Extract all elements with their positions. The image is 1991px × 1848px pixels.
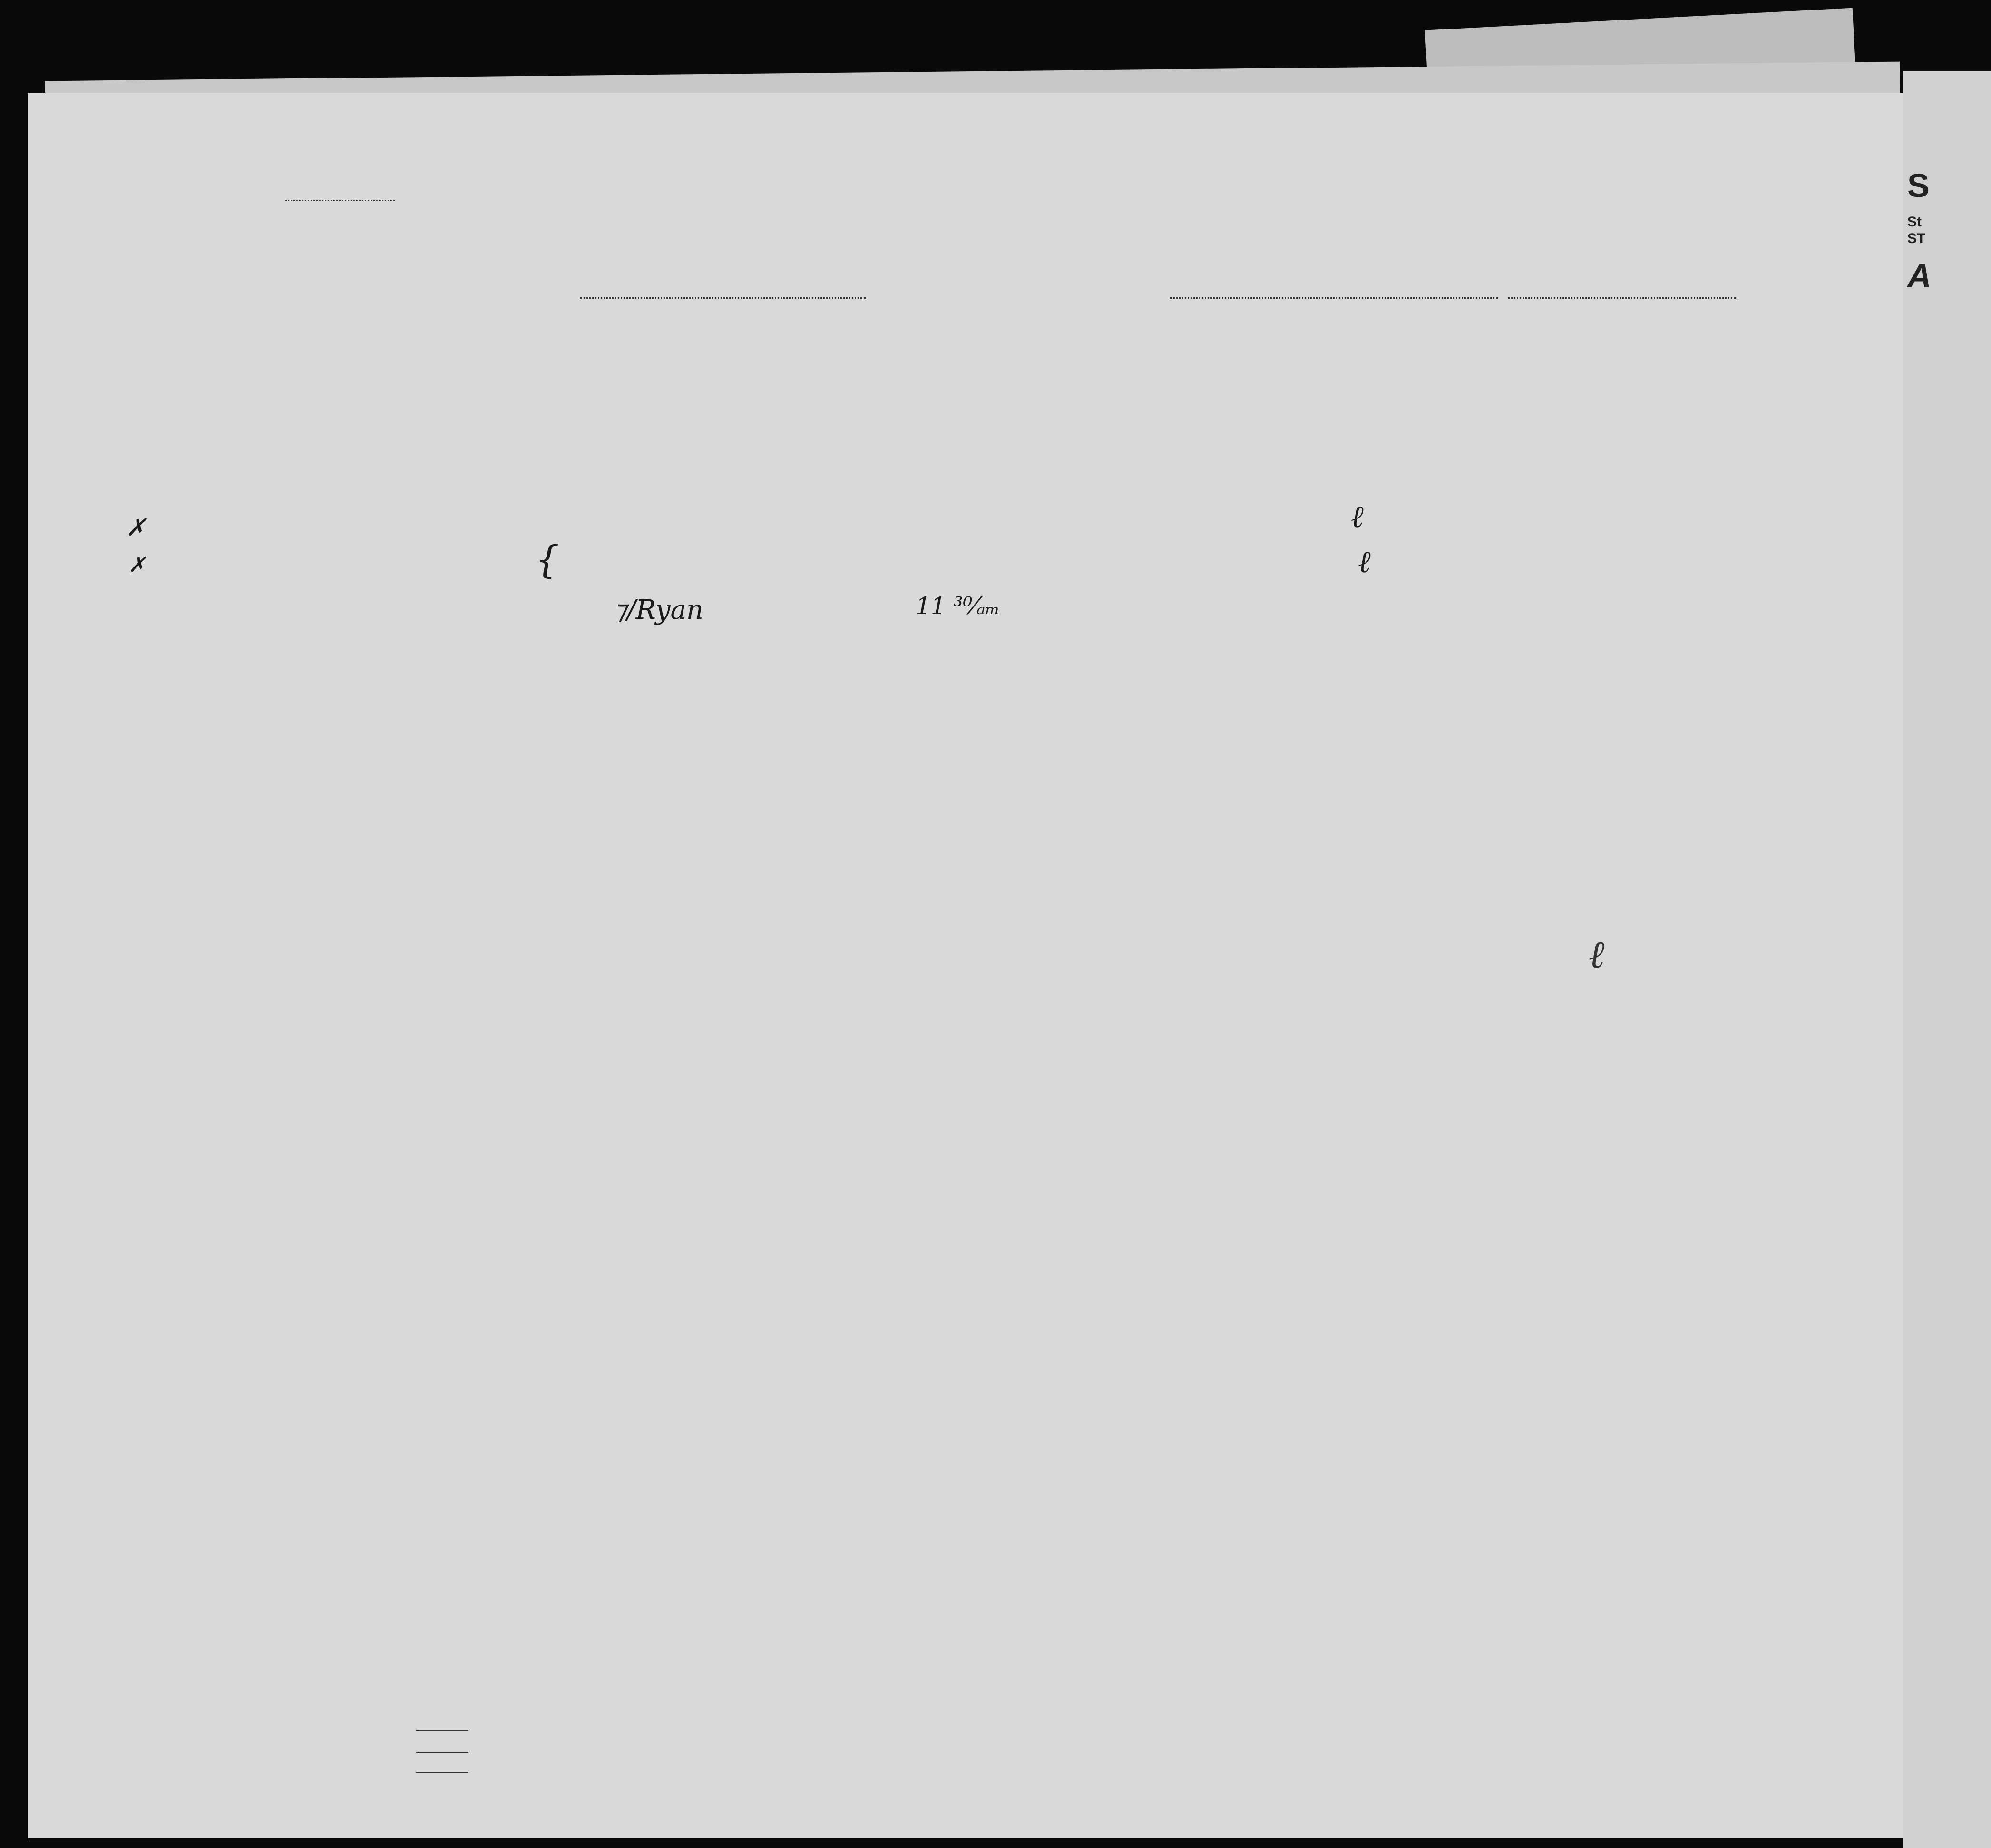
adjacent-sheet-edge: S St ST A: [1903, 71, 1991, 1848]
visa-check-mark-2: ℓ: [1358, 545, 1371, 580]
row-number-mark: ✗: [128, 553, 146, 577]
brace-mark: {: [535, 538, 559, 582]
stray-mark: ℓ: [1589, 932, 1605, 977]
us-citizens-line: [416, 1751, 468, 1753]
handwritten-time: 11 ³⁰⁄ₐₘ: [916, 592, 1000, 620]
aliens-line: [416, 1772, 468, 1773]
handwritten-initials: ⁊/Ryan: [614, 595, 703, 626]
row-number-mark: ✗: [126, 514, 146, 541]
visa-check-mark-1: ℓ: [1351, 499, 1364, 535]
total-passengers-line: [416, 1730, 468, 1731]
